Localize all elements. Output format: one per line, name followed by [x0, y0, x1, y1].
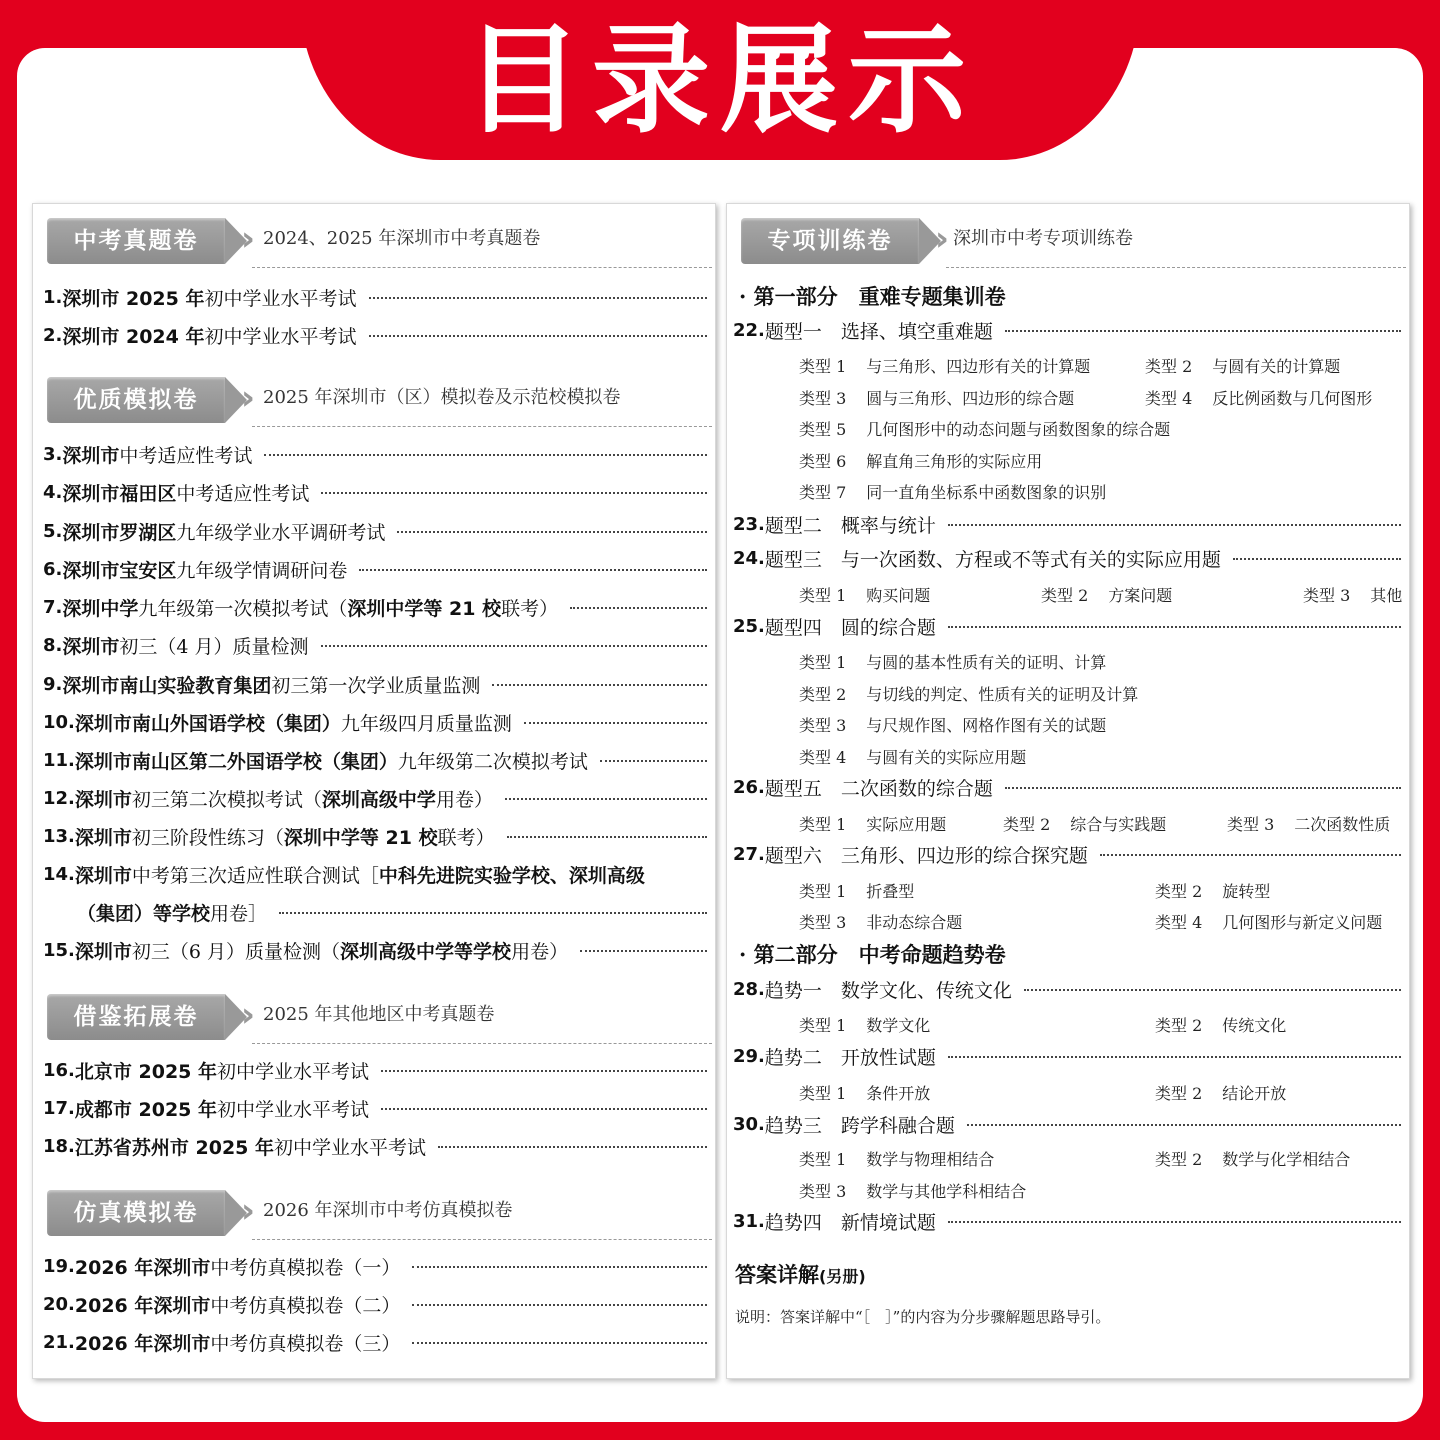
toc-row[interactable]: 8. 深圳市 初三（4 月）质量检测 [43, 627, 711, 663]
toc-row[interactable]: 5. 深圳市罗湖区 九年级学业水平调研考试 [43, 513, 711, 549]
section-desc: 2026 年深圳市中考仿真模拟卷 [263, 1200, 513, 1221]
chevron-icon: › [241, 219, 256, 259]
subtype: 类型 3 数学与其他学科相结合 [799, 1182, 1027, 1201]
subtype: 类型 6 解直角三角形的实际应用 [799, 452, 1043, 471]
left-panel [32, 203, 716, 1379]
part-heading: · 第二部分 中考命题趋势卷 [739, 942, 1006, 967]
subtype: 类型 5 几何图形中的动态问题与函数图象的综合题 [799, 420, 1171, 439]
toc-row[interactable]: 1. 深圳市 2025 年 初中学业水平考试 [43, 279, 711, 315]
subtype: 类型 2 与圆有关的计算题 [1145, 357, 1341, 376]
chevron-icon: › [241, 995, 256, 1035]
toc-row[interactable]: 10. 深圳市南山外国语学校（集团） 九年级四月质量监测 [43, 704, 711, 740]
section-label: 中考真题卷 [47, 218, 225, 264]
toc-row[interactable]: 17. 成都市 2025 年 初中学业水平考试 [43, 1090, 711, 1126]
toc-row-continued[interactable]: （集团）等学校 用卷］ [77, 894, 711, 930]
answer-note: 说明：答案详解中“［ ］”的内容为分步骤解题思路导引。 [735, 1308, 1111, 1326]
toc-row[interactable]: 6. 深圳市宝安区 九年级学情调研问卷 [43, 551, 711, 587]
toc-row[interactable]: 29. 趋势二 开放性试题 [733, 1038, 1405, 1074]
subtype: 类型 1 条件开放 [799, 1084, 931, 1103]
section-label: 专项训练卷 [741, 218, 919, 264]
subtype: 类型 3 与尺规作图、网格作图有关的试题 [799, 716, 1107, 735]
subtype: 类型 1 数学文化 [799, 1016, 931, 1035]
part-heading: · 第一部分 重难专题集训卷 [739, 284, 1006, 309]
toc-row[interactable]: 14. 深圳市 中考第三次适应性联合测试［ 中科先进院实验学校、深圳高级 [43, 863, 645, 887]
toc-row[interactable]: 19. 2026 年深圳市 中考仿真模拟卷（一） [43, 1248, 711, 1284]
section-header [47, 375, 712, 427]
toc-row[interactable]: 25. 题型四 圆的综合题 [733, 608, 1405, 644]
toc-row[interactable]: 27. 题型六 三角形、四边形的综合探究题 [733, 836, 1405, 872]
answer-heading: 答案详解(另册) [735, 1263, 866, 1287]
subtype: 类型 1 与三角形、四边形有关的计算题 [799, 357, 1091, 376]
section-header [47, 1188, 712, 1240]
toc-row[interactable]: 22. 题型一 选择、填空重难题 [733, 312, 1405, 348]
subtype: 类型 4 几何图形与新定义问题 [1155, 913, 1383, 932]
section-label: 优质模拟卷 [47, 377, 225, 423]
subtype: 类型 1 实际应用题 [799, 815, 947, 834]
page-title: 目录展示 [463, 11, 976, 149]
toc-row[interactable]: 15. 深圳市 初三（6 月）质量检测（ 深圳高级中学等学校 用卷） [43, 932, 711, 968]
section-desc: 2025 年其他地区中考真题卷 [263, 1004, 495, 1025]
toc-row[interactable]: 2. 深圳市 2024 年 初中学业水平考试 [43, 317, 711, 353]
subtype: 类型 2 数学与化学相结合 [1155, 1150, 1351, 1169]
toc-row[interactable]: 9. 深圳市南山实验教育集团 初三第一次学业质量监测 [43, 666, 711, 702]
section-desc: 深圳市中考专项训练卷 [953, 228, 1133, 249]
toc-row[interactable]: 12. 深圳市 初三第二次模拟考试（ 深圳高级中学 用卷） [43, 780, 711, 816]
right-panel [726, 203, 1410, 1379]
toc-row[interactable]: 30. 趋势三 跨学科融合题 [733, 1106, 1405, 1142]
toc-row[interactable]: 18. 江苏省苏州市 2025 年 初中学业水平考试 [43, 1128, 711, 1164]
chevron-icon: › [241, 378, 256, 418]
subtype: 类型 1 与圆的基本性质有关的证明、计算 [799, 653, 1107, 672]
section-desc: 2024、2025 年深圳市中考真题卷 [263, 228, 541, 249]
chevron-icon: › [241, 1191, 256, 1231]
section-header [47, 216, 712, 268]
subtype: 类型 2 与切线的判定、性质有关的证明及计算 [799, 685, 1139, 704]
toc-row[interactable]: 11. 深圳市南山区第二外国语学校（集团） 九年级第二次模拟考试 [43, 742, 711, 778]
toc-row[interactable]: 16. 北京市 2025 年 初中学业水平考试 [43, 1052, 711, 1088]
subtype: 类型 2 旋转型 [1155, 882, 1271, 901]
section-label: 借鉴拓展卷 [47, 994, 225, 1040]
subtype: 类型 2 传统文化 [1155, 1016, 1287, 1035]
toc-row[interactable]: 21. 2026 年深圳市 中考仿真模拟卷（三） [43, 1324, 711, 1360]
section-header [741, 216, 1406, 268]
section-header [47, 992, 712, 1044]
subtype: 类型 2 方案问题 [1041, 586, 1173, 605]
subtype: 类型 2 综合与实践题 [1003, 815, 1167, 834]
subtype: 类型 3 圆与三角形、四边形的综合题 [799, 389, 1075, 408]
toc-row[interactable]: 23. 题型二 概率与统计 [733, 506, 1405, 542]
toc-row[interactable]: 20. 2026 年深圳市 中考仿真模拟卷（二） [43, 1286, 711, 1322]
toc-row[interactable]: 31. 趋势四 新情境试题 [733, 1203, 1405, 1239]
subtype: 类型 3 二次函数性质 [1227, 815, 1391, 834]
subtype: 类型 7 同一直角坐标系中函数图象的识别 [799, 483, 1107, 502]
toc-row[interactable]: 26. 题型五 二次函数的综合题 [733, 769, 1405, 805]
toc-row[interactable]: 24. 题型三 与一次函数、方程或不等式有关的实际应用题 [733, 540, 1405, 576]
section-desc: 2025 年深圳市（区）模拟卷及示范校模拟卷 [263, 387, 621, 408]
subtype: 类型 3 其他 [1303, 586, 1403, 605]
toc-row[interactable]: 4. 深圳市福田区 中考适应性考试 [43, 474, 711, 510]
section-label: 仿真模拟卷 [47, 1190, 225, 1236]
subtype: 类型 1 折叠型 [799, 882, 915, 901]
toc-row[interactable]: 13. 深圳市 初三阶段性练习（ 深圳中学等 21 校 联考） [43, 818, 711, 854]
subtype: 类型 4 反比例函数与几何图形 [1145, 389, 1373, 408]
subtype: 类型 4 与圆有关的实际应用题 [799, 748, 1027, 767]
subtype: 类型 3 非动态综合题 [799, 913, 963, 932]
subtype: 类型 1 购买问题 [799, 586, 931, 605]
toc-row[interactable]: 7. 深圳中学 九年级第一次模拟考试（ 深圳中学等 21 校 联考） [43, 589, 711, 625]
toc-row[interactable]: 28. 趋势一 数学文化、传统文化 [733, 971, 1405, 1007]
chevron-icon: › [935, 219, 950, 259]
toc-row[interactable]: 3. 深圳市 中考适应性考试 [43, 436, 711, 472]
subtype: 类型 1 数学与物理相结合 [799, 1150, 995, 1169]
subtype: 类型 2 结论开放 [1155, 1084, 1287, 1103]
